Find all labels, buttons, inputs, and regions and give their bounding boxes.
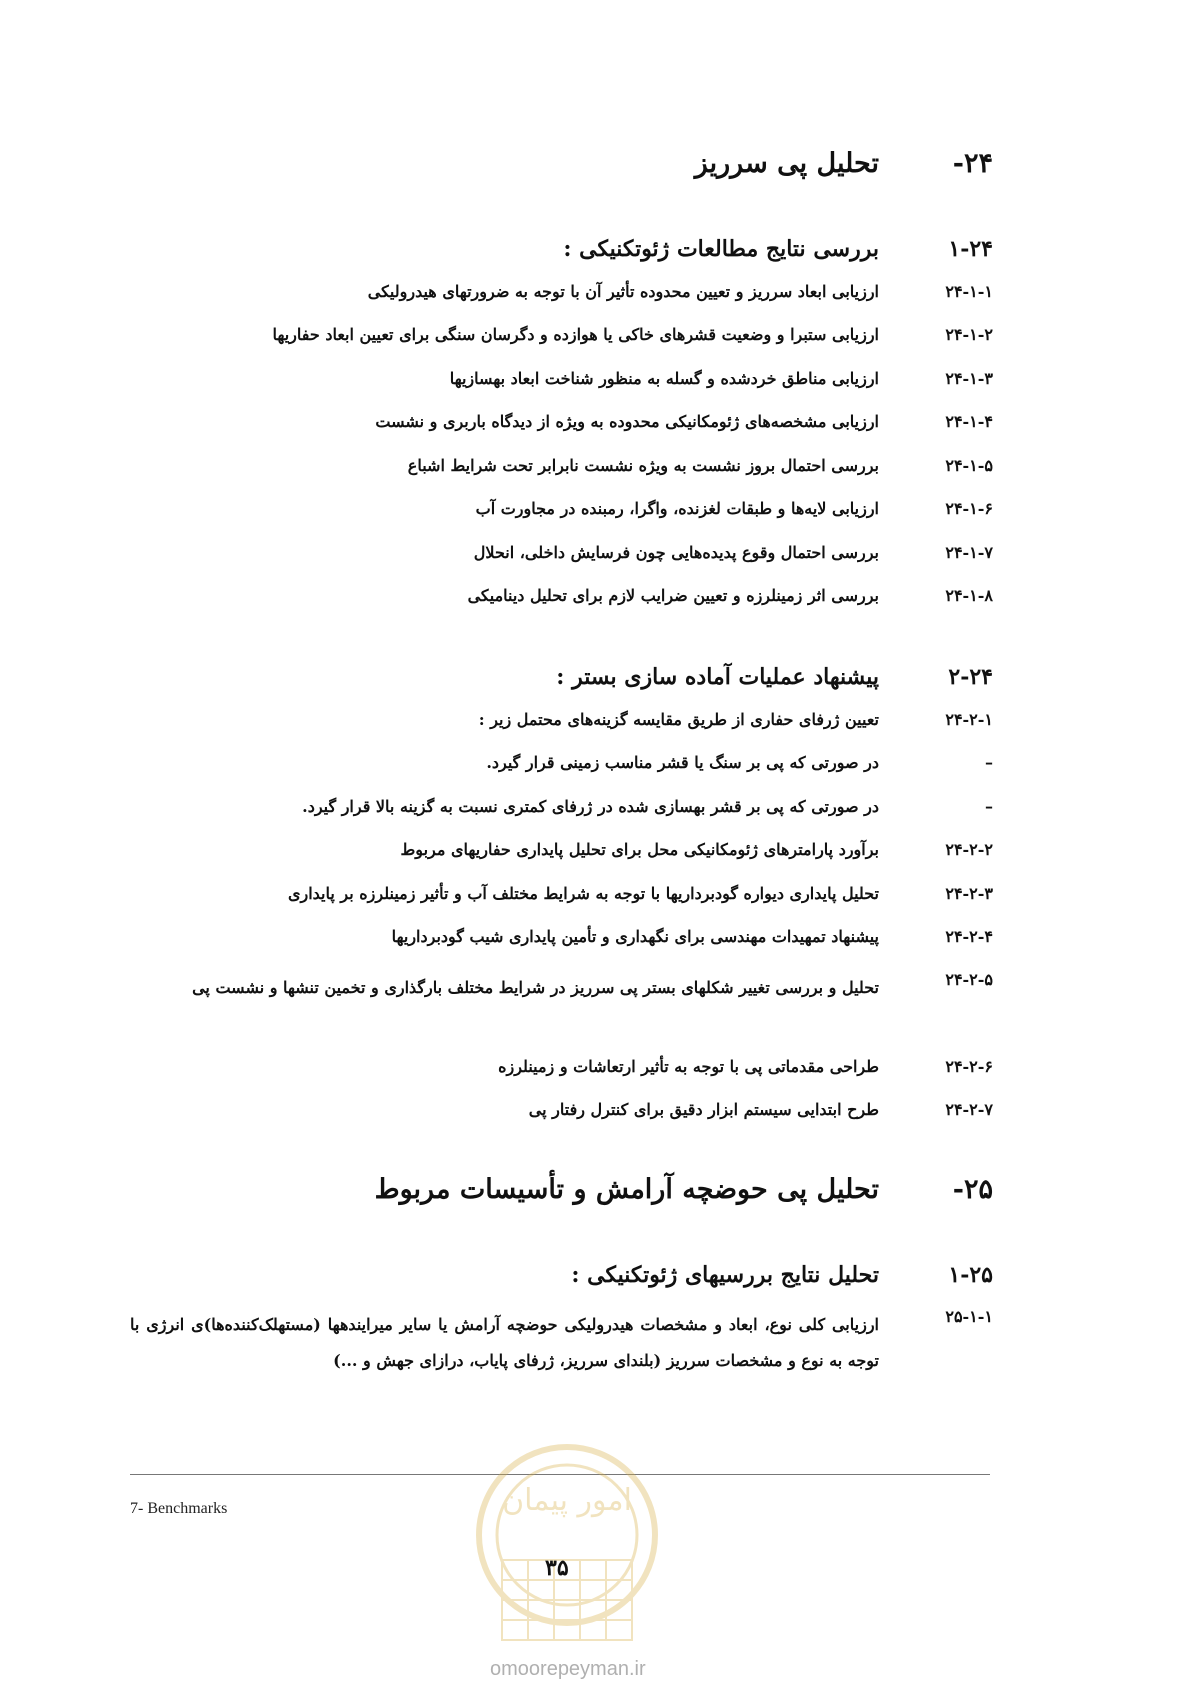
item-number: ۲۴-۱-۷: [945, 543, 993, 562]
item-text: بررسی نتایج مطالعات ژئوتکنیکی :: [563, 236, 879, 262]
item-text: تعیین ژرفای حفاری از طریق مقایسه گزینه‌های محتمل زیر :: [478, 710, 879, 729]
item-number: ۲۵-۱-۱: [945, 1307, 993, 1326]
item-number: ۱-۲۵: [948, 1262, 993, 1288]
item-text: تحلیل پی حوضچه آرامش و تأسیسات مربوط: [374, 1174, 879, 1205]
watermark-text: omoorepeyman.ir: [490, 1658, 646, 1680]
item-number: ۲۴-۲-۶: [945, 1057, 993, 1076]
item-number: ۲۴-۲-۵: [945, 970, 993, 989]
item-number: ۲۴-۲-۷: [945, 1100, 993, 1119]
item-number: –: [985, 753, 993, 772]
item-text: بررسی احتمال بروز نشست به ویژه نشست نابرابر تحت شرایط اشباع: [407, 456, 879, 475]
item-text: طرح ابتدایی سیستم ابزار دقیق برای کنترل رفتار پی: [528, 1100, 879, 1119]
item-text: برآورد پارامترهای ژئومکانیکی محل برای تحلیل پایداری حفاریهای مربوط: [400, 840, 879, 859]
item-text: پیشنهاد تمهیدات مهندسی برای نگهداری و تأمین پایداری شیب گودبرداریها: [391, 927, 879, 946]
item-text: بررسی احتمال وقوع پدیده‌هایی چون فرسایش داخلی، انحلال: [473, 543, 879, 562]
item-number: ۲۴-۱-۴: [945, 412, 993, 431]
item-text: بررسی اثر زمینلرزه و تعیین ضرایب لازم برای تحلیل دینامیکی: [467, 586, 879, 605]
item-text: ارزیابی کلی نوع، ابعاد و مشخصات هیدرولیکی حوضچه آرامش یا سایر میرایندهها (مستهلک‌کننده‌ها)ی انرژی با توجه به نوع و مشخصات سرریز (بلندای سرریز، ژرفای پایاب، درازای جهش و ...): [130, 1315, 879, 1370]
item-number: ۲۴-۲-۱: [945, 710, 993, 729]
item-text: ارزیابی مناطق خردشده و گسله به منظور شناخت ابعاد بهسازیها: [449, 369, 879, 388]
item-text: ارزیابی ستبرا و وضعیت قشرهای خاکی یا هوازده و دگرسان سنگی برای تعیین ابعاد حفاریها: [272, 325, 879, 344]
item-text: طراحی مقدماتی پی با توجه به تأثیر ارتعاشات و زمینلرزه: [498, 1057, 879, 1076]
seal-text: امور پیمان: [502, 1483, 632, 1518]
item-text: ارزیابی مشخصه‌های ژئومکانیکی محدوده به ویژه از دیدگاه باربری و نشست: [375, 412, 879, 431]
item-number: ۲-۲۴: [948, 664, 993, 690]
item-number: ۲۴-۱-۳: [945, 369, 993, 388]
item-number: ۲۴-۱-۶: [945, 499, 993, 518]
item-text: در صورتی که پی بر سنگ یا قشر مناسب زمینی قرار گیرد.: [486, 753, 879, 772]
item-number: –: [985, 797, 993, 816]
item-number: -۲۴: [952, 148, 993, 179]
item-text: ارزیابی لایه‌ها و طبقات لغزنده، واگرا، رمبنده در مجاورت آب: [475, 499, 879, 518]
item-text: تحلیل پایداری دیواره گودبرداریها با توجه به شرایط مختلف آب و تأثیر زمینلرزه بر پایداری: [287, 884, 879, 903]
item-number: ۲۴-۲-۴: [945, 927, 993, 946]
item-number: ۲۴-۱-۱: [945, 282, 993, 301]
item-number: -۲۵: [952, 1174, 993, 1205]
item-text: تحلیل و بررسی تغییر شکلهای بستر پی سرریز در شرایط مختلف بارگذاری و تخمین تنشها و نشست پی: [192, 978, 879, 997]
item-text: تحلیل نتایج بررسیهای ژئوتکنیکی :: [571, 1262, 879, 1288]
item-text: ارزیابی ابعاد سرریز و تعیین محدوده تأثیر آن با توجه به ضرورتهای هیدرولیکی: [367, 282, 879, 301]
item-number: ۲۴-۱-۸: [945, 586, 993, 605]
item-number: ۲۴-۲-۲: [945, 840, 993, 859]
footnote: 7- Benchmarks: [130, 1500, 228, 1517]
item-number: ۲۴-۲-۳: [945, 884, 993, 903]
item-number: ۱-۲۴: [948, 236, 993, 262]
item-text: در صورتی که پی بر قشر بهسازی شده در ژرفای کمتری نسبت به گزینه بالا قرار گیرد.: [302, 797, 879, 816]
page-number: ۳۵: [545, 1555, 569, 1581]
seal-watermark-icon: [472, 1440, 662, 1650]
item-number: ۲۴-۱-۵: [945, 456, 993, 475]
item-text: پیشنهاد عملیات آماده سازی بستر :: [556, 664, 879, 690]
item-text: تحلیل پی سرریز: [694, 148, 879, 179]
item-number: ۲۴-۱-۲: [945, 325, 993, 344]
